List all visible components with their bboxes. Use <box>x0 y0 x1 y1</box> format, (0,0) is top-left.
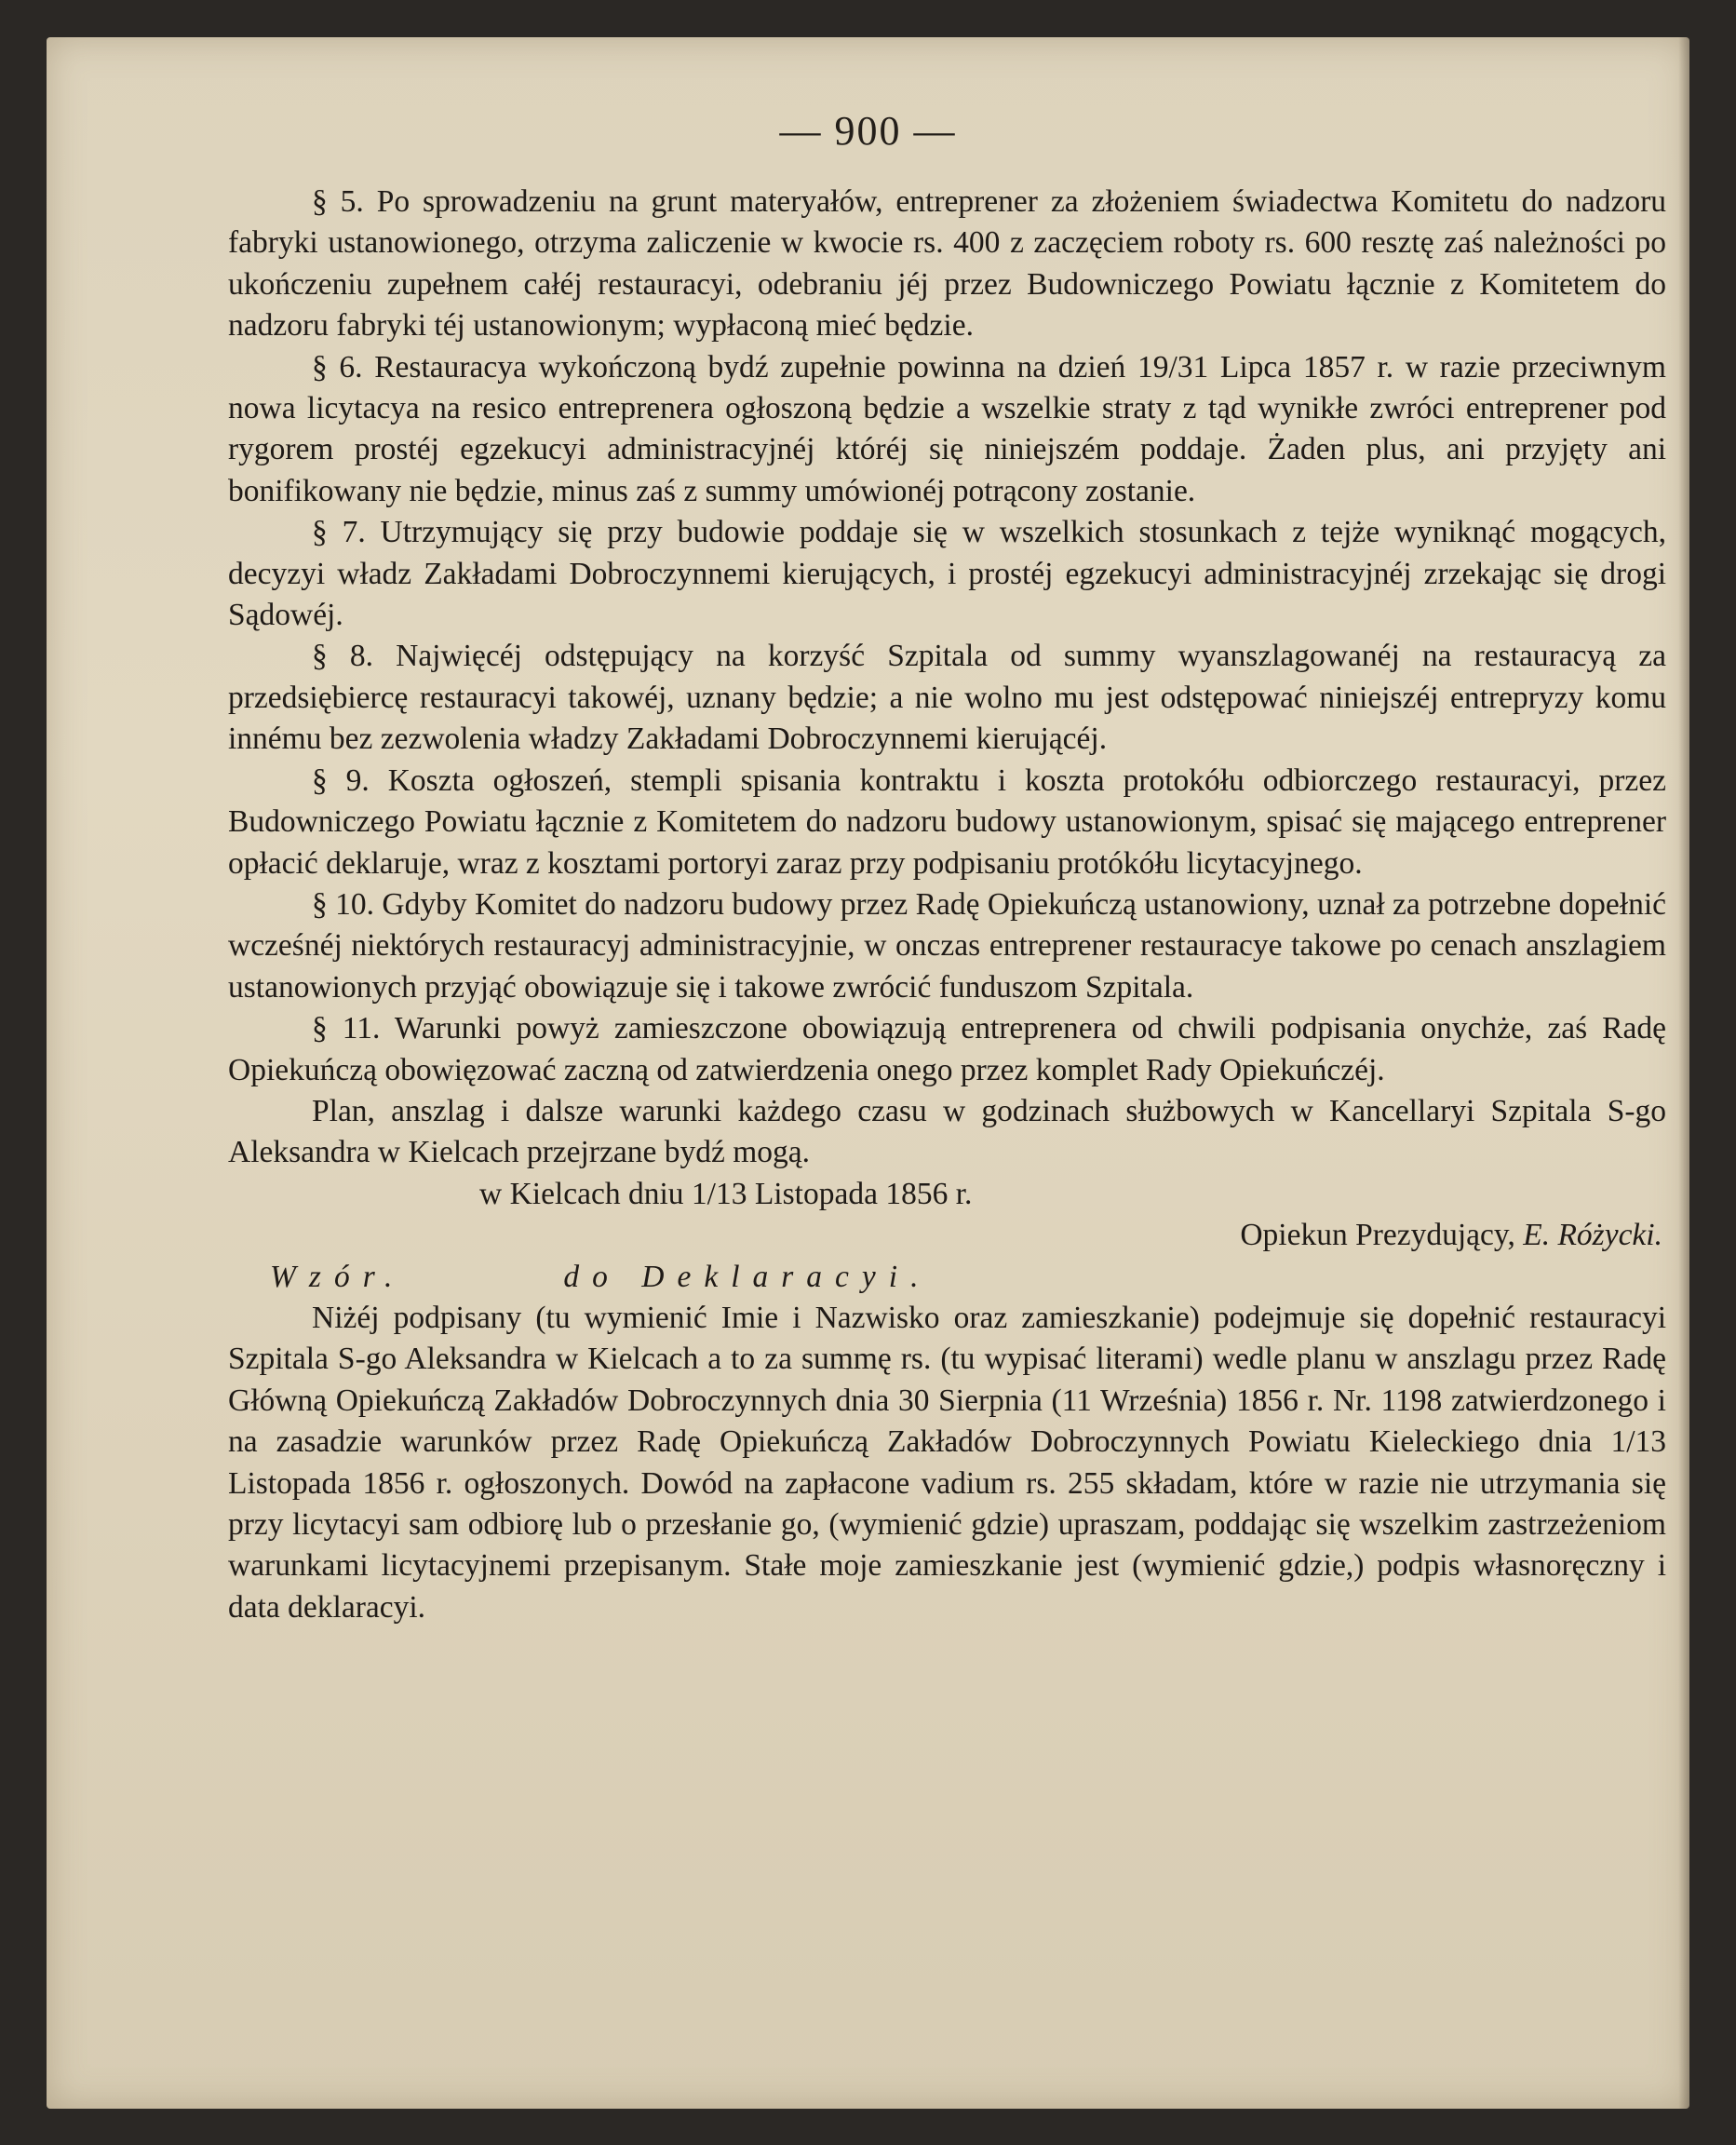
paragraph-section-6: § 6. Restauracya wykończoną bydź zupełnie powinna na dzień 19/31 Lipca 1857 r. w razie przeciwnym nowa licytacya na resico entreprenera ogłoszoną będzie a wszelkie straty z tąd wynikłe zwróci entreprener pod rygorem prostéj egzekucyi administracyjnéj któréj się niniejszém poddaje. Żaden plus, ani przyjęty ani bonifikowany nie będzie, minus zaś z summy umówionéj potrącony zostanie. <box>228 349 1666 508</box>
date-line: w Kielcach dniu 1/13 Listopada 1856 r. <box>479 1176 973 1211</box>
signature-line <box>228 1215 1666 1256</box>
document-body <box>228 182 1666 1628</box>
declaration-text: Niżéj podpisany (tu wymienić Imie i Nazwisko oraz zamieszkanie) podejmuje się dopełnić restauracyi Szpitala S-go Aleksandra w Kielcach a to za summę rs. (tu wypisać literami) wedle planu w anszlagu przez Radę Główną Opiekuńczą Zakładów Dobroczynnych dnia 30 Sierpnia (11 Września) 1856 r. Nr. 1198 zatwierdzonego i na zasadzie warunków przez Radę Opiekuńczą Zakładów Dobroczynnych Powiatu Kieleckiego dnia 1/13 Listopada 1856 r. ogłoszonych. Dowód na zapłacone vadium rs. 255 składam, które w razie nie utrzymania się przy licytacyi sam odbiorę lub o przesłanie go, (wymienić gdzie) upraszam, poddając się wszelkim zastrzeżeniom warunkami licytacyjnemi przepisanym. Stałe moje zamieszkanie jest (wymienić gdzie,) podpis własnoręczny i data deklaracyi. <box>228 1300 1666 1625</box>
model-heading <box>228 1257 1666 1298</box>
model-heading-word2: do Deklaracyi. <box>563 1259 932 1294</box>
document-page <box>47 37 1689 2109</box>
paragraph-section-8: § 8. Najwięcéj odstępujący na korzyść Szpitala od summy wyanszlagowanéj na restauracyą za przedsiębiercę restauracyi takowéj, uznany będzie; a nie wolno mu jest odstępować niniejszéj entrepryzy komu innému bez zezwolenia władzy Zakładami Dobroczynnemi kierującéj. <box>228 639 1666 757</box>
paragraph-section-9: § 9. Koszta ogłoszeń, stempli spisania kontraktu i koszta protokółu odbiorczego restauracyi, przez Budowniczego Powiatu łącznie z Komitetem do nadzoru budowy ustanowionym, spisać się mającego entreprener opłacić deklaruje, wraz z kosztami portoryi zaraz przy podpisaniu protókółu licytacyjnego. <box>228 762 1666 881</box>
signature-name: E. Różycki. <box>1523 1218 1662 1253</box>
model-heading-word1: Wzór. <box>270 1259 406 1294</box>
paragraph-plan-notice: Plan, anszlag i dalsze warunki każdego czasu w godzinach służbowych w Kancellaryi Szpitala S-go Aleksandra w Kielcach przejrzane bydź mogą. <box>228 1093 1666 1170</box>
paragraph-section-10: § 10. Gdyby Komitet do nadzoru budowy przez Radę Opiekuńczą ustanowiony, uznał za potrzebne dopełnić wcześnéj niektórych restauracyj administracyjnie, w onczas entreprener restauracye takowe po cenach anszlagiem ustanowionych przyjąć obowiązuje się i takowe zwrócić funduszom Szpitala. <box>228 886 1666 1005</box>
paragraph-section-11: § 11. Warunki powyż zamieszczone obowiązują entreprenera od chwili podpisania onychże, zaś Radę Opiekuńczą obowięzować zaczną od zatwierdzenia onego przez komplet Rady Opiekuńczéj. <box>228 1011 1666 1087</box>
page-edge-shadow <box>1678 37 1689 2109</box>
page-number: — 900 — <box>779 108 957 154</box>
paragraph-section-7: § 7. Utrzymujący się przy budowie poddaje się w wszelkich stosunkach z tejże wyniknąć mogących, decyzyi władz Zakładami Dobroczynnemi kierujących, i prostéj egzekucyi administracyjnéj zrzekając się drogi Sądowéj. <box>228 515 1666 633</box>
signature-role: Opiekun Prezydujący, <box>1240 1218 1515 1253</box>
paragraph-section-5: § 5. Po sprowadzeniu na grunt materyałów, entreprener za złożeniem świadectwa Komitetu do nadzoru fabryki ustanowionego, otrzyma zaliczenie w kwocie rs. 400 z zaczęciem roboty rs. 600 resztę zaś należności po ukończeniu zupełnem całéj restauracyi, odebraniu jéj przez Budowniczego Powiatu łącznie z Komitetem do nadzoru fabryki téj ustanowionym; wypłaconą mieć będzie. <box>228 184 1666 344</box>
